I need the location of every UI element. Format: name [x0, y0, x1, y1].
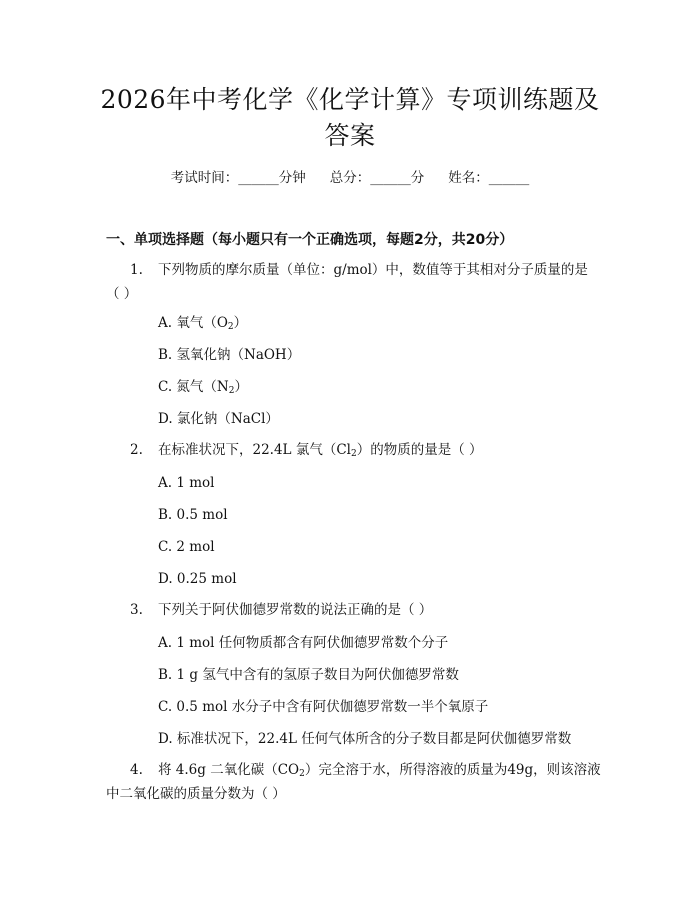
- option-3c: C. 0.5 mol 水分子中含有阿伏伽德罗常数一半个氧原子: [158, 699, 489, 715]
- option-1d: D. 氯化钠（NaCl）: [158, 411, 279, 427]
- question-number: 3.: [130, 602, 143, 618]
- question-number: 4.: [130, 762, 143, 778]
- question-text: 在标准状况下，22.4L 氯气$(Cl_2)$的物质的量是（ ）: [158, 442, 483, 459]
- question-2: [106, 438, 606, 462]
- question-text: 下列关于阿伏伽德罗常数的说法正确的是（ ）: [158, 602, 433, 618]
- page-title-continued: 答案: [324, 121, 376, 150]
- question-1: [106, 258, 606, 306]
- page-title: 2026年中考化学《化学计算》专项训练题及: [100, 85, 600, 114]
- option-3b: B. 1 g 氢气中含有的氢原子数目为阿伏伽德罗常数: [158, 667, 459, 683]
- option-3a: A. 1 mol 任何物质都含有阿伏伽德罗常数个分子: [158, 635, 449, 651]
- question-number: 1.: [130, 262, 143, 278]
- option-2a: A. 1 mol: [158, 475, 215, 491]
- option-3d: D. 标准状况下，22.4L 任何气体所含的分子数目都是阿伏伽德罗常数: [158, 731, 572, 747]
- question-number: 2.: [130, 442, 143, 458]
- question-text-continued: 中二氧化碳的质量分数为（ ）: [106, 786, 286, 802]
- option-1c: C. 氮气$(N_2)$: [158, 379, 248, 396]
- option-2c: C. 2 mol: [158, 539, 215, 555]
- question-text-continued: （ ）: [106, 286, 138, 302]
- section-heading: 一、单项选择题（每小题只有一个正确选项，每题2分，共20分）: [106, 232, 514, 248]
- question-3: [106, 598, 606, 622]
- option-1a: A. 氧气$(O_2)$: [158, 315, 248, 332]
- option-2b: B. 0.5 mol: [158, 507, 228, 523]
- option-2d: D. 0.25 mol: [158, 571, 237, 587]
- question-text: 下列物质的摩尔质量（单位：g/mol）中，数值等于其相对分子质量的是: [158, 262, 588, 278]
- question-text: 将 4.6g 二氧化碳$(CO_2)$完全溶于水，所得溶液的质量为49g，则该溶液: [158, 762, 601, 779]
- question-4: [106, 758, 602, 806]
- total-score-field: 总分：______分: [329, 170, 425, 186]
- option-1b: B. 氢氧化钠（NaOH）: [158, 347, 301, 363]
- exam-info-line: [0, 168, 700, 188]
- exam-time-field: 考试时间：______分钟: [170, 170, 306, 186]
- student-name-field: 姓名：______: [448, 170, 530, 186]
